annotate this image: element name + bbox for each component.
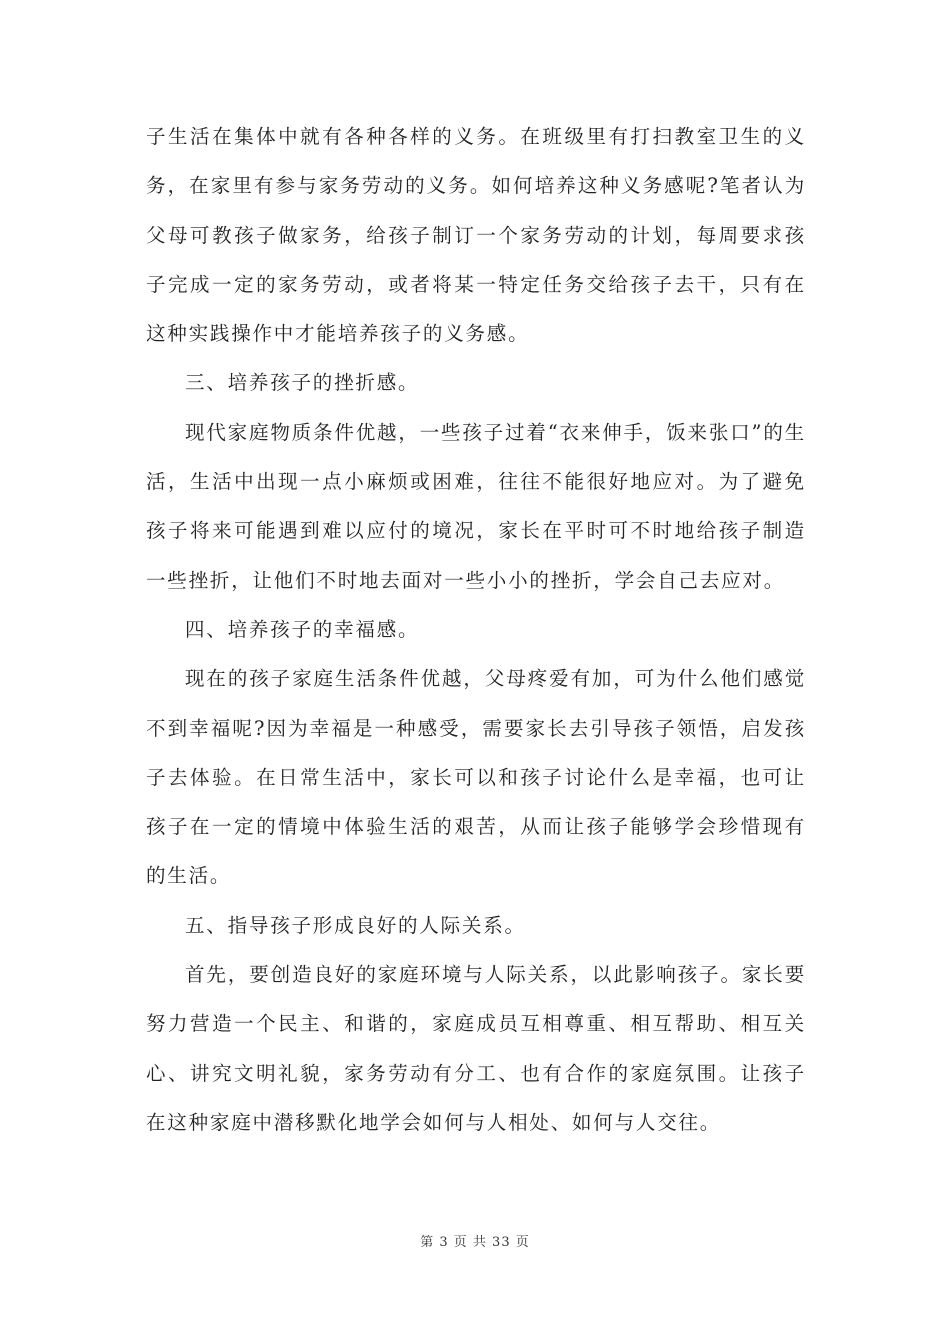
section-heading-three: 三、培养孩子的挫折感。 bbox=[185, 371, 420, 395]
paragraph-happiness: 现在的孩子家庭生活条件优越，父母疼爱有加，可为什么他们感觉不到幸福呢?因为幸福是一种感受，需要家长去引导孩子领悟，启发孩子去体验。在日常生活中，家长可以和孩子讨论什么是幸福，也可让孩子在一定的情境中体验生活的艰苦，从而让孩子能够学会珍惜现有的生活。 bbox=[146, 667, 806, 888]
document-body bbox=[146, 112, 806, 1147]
paragraph-relationships: 首先，要创造良好的家庭环境与人际关系，以此影响孩子。家长要努力营造一个民主、和谐的，家庭成员互相尊重、相互帮助、相互关心、讲究文明礼貌，家务劳动有分工、也有合作的家庭氛围。让孩子在这种家庭中潜移默化地学会如何与人相处、如何与人交往。 bbox=[146, 963, 806, 1134]
section-heading-five: 五、指导孩子形成良好的人际关系。 bbox=[185, 913, 526, 937]
section-heading-four: 四、培养孩子的幸福感。 bbox=[185, 617, 420, 641]
page-number-footer: 第 3 页 共 33 页 bbox=[420, 1235, 530, 1250]
paragraph-continuation: 子生活在集体中就有各种各样的义务。在班级里有打扫教室卫生的义务，在家里有参与家务劳动的义务。如何培养这种义务感呢?笔者认为父母可教孩子做家务，给孩子制订一个家务劳动的计划，每周要求孩子完成一定的家务劳动，或者将某一特定任务交给孩子去干，只有在这种实践操作中才能培养孩子的义务感。 bbox=[146, 125, 806, 346]
paragraph-frustration: 现代家庭物质条件优越，一些孩子过着“衣来伸手，饭来张口”的生活，生活中出现一点小麻烦或困难，往往不能很好地应对。为了避免孩子将来可能遇到难以应付的境况，家长在平时可不时地给孩子制造一些挫折，让他们不时地去面对一些小小的挫折，学会自己去应对。 bbox=[146, 420, 806, 592]
